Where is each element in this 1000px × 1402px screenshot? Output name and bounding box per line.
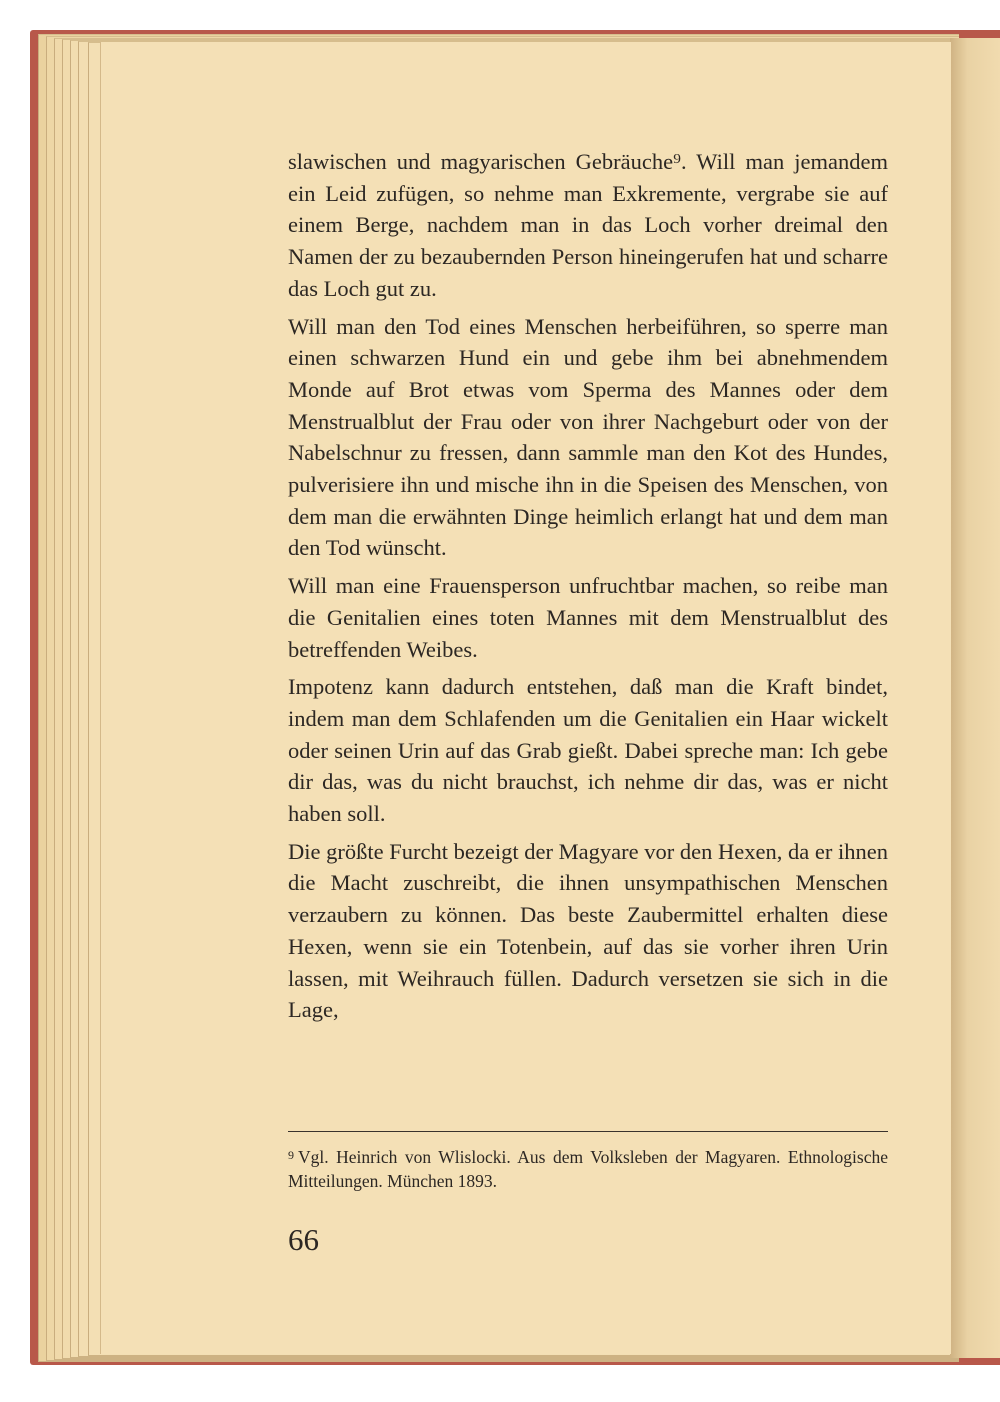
- footnote-text: Vgl. Heinrich von Wlislocki. Aus dem Volksleben der Magyaren. Ethnologische Mitteilungen. München 1893.: [288, 1147, 888, 1191]
- paragraph: Will man den Tod eines Menschen herbeiführen, so sperre man einen schwarzen Hund ein und gebe ihm bei abnehmendem Monde auf Brot etwas vom Sperma des Mannes oder dem Menstrualblut der Frau oder von ihrer Nachgeburt oder von der Nabelschnur zu fressen, dann sammle man den Kot des Hundes, pulverisiere ihn und mische ihn in die Speisen des Menschen, von dem man die erwähnten Dinge heimlich erlangt hat und dem man den Tod wünscht.: [288, 313, 888, 561]
- paragraph: slawischen und magyarischen Gebräuche⁹. Will man jemandem ein Leid zufügen, so nehme man Exkremente, vergrabe sie auf einem Berge, nachdem man in das Loch vorher dreimal den Namen der zu bezaubernden Person hineingerufen hat und scharre das Loch gut zu.: [288, 149, 888, 301]
- body-text: [288, 146, 888, 1032]
- footnote-divider: [288, 1131, 888, 1132]
- facing-page-edge: [950, 38, 1000, 1358]
- footnote: [288, 1143, 888, 1193]
- footnote-marker: 9: [288, 1148, 294, 1162]
- paragraph: Die größte Furcht bezeigt der Magyare vor den Hexen, da er ihnen die Macht zuschreibt, die ihnen unsympathischen Menschen verzaubern zu können. Das beste Zaubermittel erhalten diese Hexen, wenn sie ein Totenbein, auf das sie vorher ihren Urin lassen, mit Weihrauch füllen. Dadurch versetzen sie sich in die Lage,: [288, 838, 888, 1023]
- paragraph: Will man eine Frauensperson unfruchtbar machen, so reibe man die Genitalien eines toten Mannes mit dem Menstrualblut des betreffenden Weibes.: [288, 573, 888, 662]
- paragraph: Impotenz kann dadurch entstehen, daß man die Kraft bindet, indem man dem Schlafenden um die Genitalien ein Haar wickelt oder seinen Urin auf das Grab gießt. Dabei spreche man: Ich gebe dir das, was du nicht brauchst, ich nehme dir das, was er nicht haben soll.: [288, 674, 888, 827]
- page-number: 66: [288, 1222, 319, 1257]
